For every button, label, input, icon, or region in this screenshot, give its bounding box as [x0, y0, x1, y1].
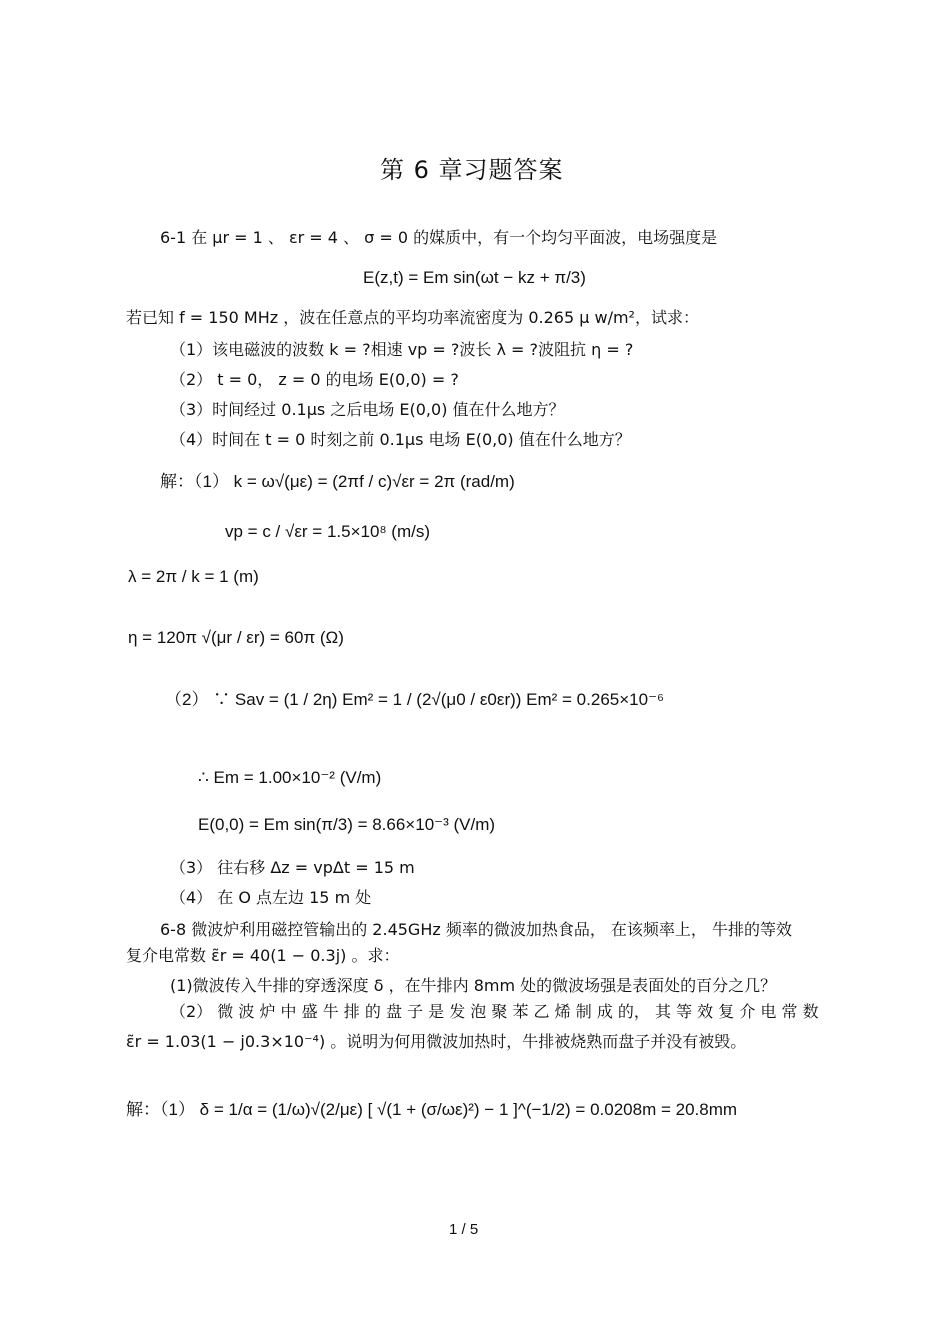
problem-6-1-field-equation: E(z,t) = Em sin(ωt − kz + π/3)	[363, 268, 586, 287]
solution-phase-velocity: vp = c / √εr = 1.5×10⁸ (m/s)	[225, 522, 431, 541]
solution-penetration-depth: 解：（1） δ = 1/α = (1/ω)√(2/με) [ √(1 + (σ/ωε)²) − 1 ]^(−1/2) = 0.0208m = 20.8mm	[126, 1100, 738, 1119]
page-number: 1 / 5	[449, 1221, 479, 1238]
solution-field-amplitude: ∴ Em = 1.00×10⁻² (V/m)	[198, 768, 382, 787]
problem-6-8-question-2: （2） 微 波 炉 中 盛 牛 排 的 盘 子 是 发 泡 聚 苯 乙 烯 制 成 的， 其 等 效 复 介 电 常 数	[170, 1002, 819, 1021]
problem-6-1-question-4: （4）时间在 t = 0 时刻之前 0.1μs 电场 E(0,0) 值在什么地方？	[170, 430, 631, 449]
problem-6-1-question-3: （3）时间经过 0.1μs 之后电场 E(0,0) 值在什么地方？	[170, 400, 565, 419]
solution-question-3: （3） 往右移 Δz = vpΔt = 15 m	[170, 858, 415, 877]
problem-6-1-question-1: （1）该电磁波的波数 k = ?相速 vp = ?波长 λ = ?波阻抗 η = ?	[170, 340, 634, 359]
problem-6-8-question-2-cont: ε̃r = 1.03(1 − j0.3×10⁻⁴) 。说明为何用微波加热时，牛排被烧熟而盘子并没有被毁。	[126, 1032, 747, 1051]
problem-6-1-statement: 6-1 在 μr = 1 、 εr = 4 、 σ = 0 的媒质中，有一个均匀平面波，电场强度是	[160, 228, 718, 247]
solution-field-at-origin: E(0,0) = Em sin(π/3) = 8.66×10⁻³ (V/m)	[198, 815, 496, 834]
problem-6-8-statement: 6-8 微波炉利用磁控管输出的 2.45GHz 频率的微波加热食品， 在该频率上， 牛排的等效	[160, 920, 793, 939]
problem-6-1-given: 若已知 f = 150 MHz ，波在任意点的平均功率流密度为 0.265 μ w/m²，试求：	[126, 308, 699, 327]
problem-6-8-permittivity: 复介电常数 ε̃r = 40(1 − 0.3j) 。求：	[126, 946, 400, 965]
problem-6-1-question-2: （2） t = 0， z = 0 的电场 E(0,0) = ?	[170, 370, 459, 389]
solution-wave-impedance: η = 120π √(μr / εr) = 60π (Ω)	[128, 628, 344, 647]
solution-question-4: （4） 在 O 点左边 15 m 处	[170, 888, 372, 907]
page-title: 第 6 章习题答案	[380, 156, 564, 184]
solution-power-density: （2） ∵ Sav = (1 / 2η) Em² = 1 / (2√(μ0 / ε0εr)) Em² = 0.265×10⁻⁶	[165, 690, 665, 709]
solution-wavelength: λ = 2π / k = 1 (m)	[128, 567, 259, 586]
solution-wavenumber: 解：（1） k = ω√(με) = (2πf / c)√εr = 2π (rad/m)	[160, 472, 515, 491]
problem-6-8-question-1: (1)微波传入牛排的穿透深度 δ ，在牛排内 8mm 处的微波场强是表面处的百分之几？	[170, 976, 777, 995]
